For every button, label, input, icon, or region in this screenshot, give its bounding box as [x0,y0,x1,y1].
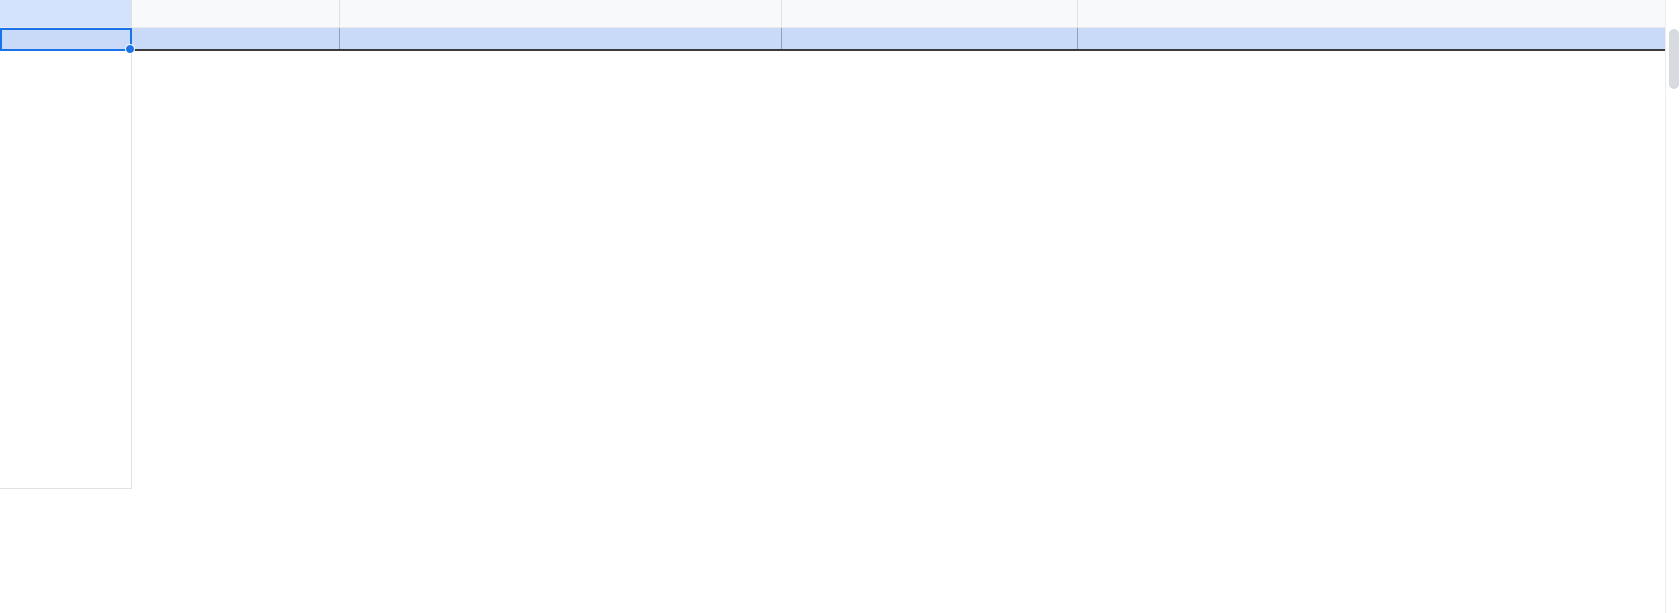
header-cell-extra-headline[interactable] [782,28,1078,51]
header-cell-headline1[interactable] [340,28,782,51]
column-header-e[interactable] [1078,0,1665,28]
header-cell-group[interactable] [132,28,340,51]
column-header-b[interactable] [132,0,340,28]
vertical-scrollbar[interactable] [1665,0,1680,613]
column-header-d[interactable] [782,0,1078,28]
header-cell-campaign[interactable] [0,28,132,51]
column-header-a[interactable] [0,0,132,28]
column-header-c[interactable] [340,0,782,28]
header-cell-description[interactable] [1078,28,1665,51]
campaign-merged-cell[interactable] [0,51,132,489]
scrollbar-thumb[interactable] [1669,29,1679,89]
frozen-row-divider [0,49,1665,51]
